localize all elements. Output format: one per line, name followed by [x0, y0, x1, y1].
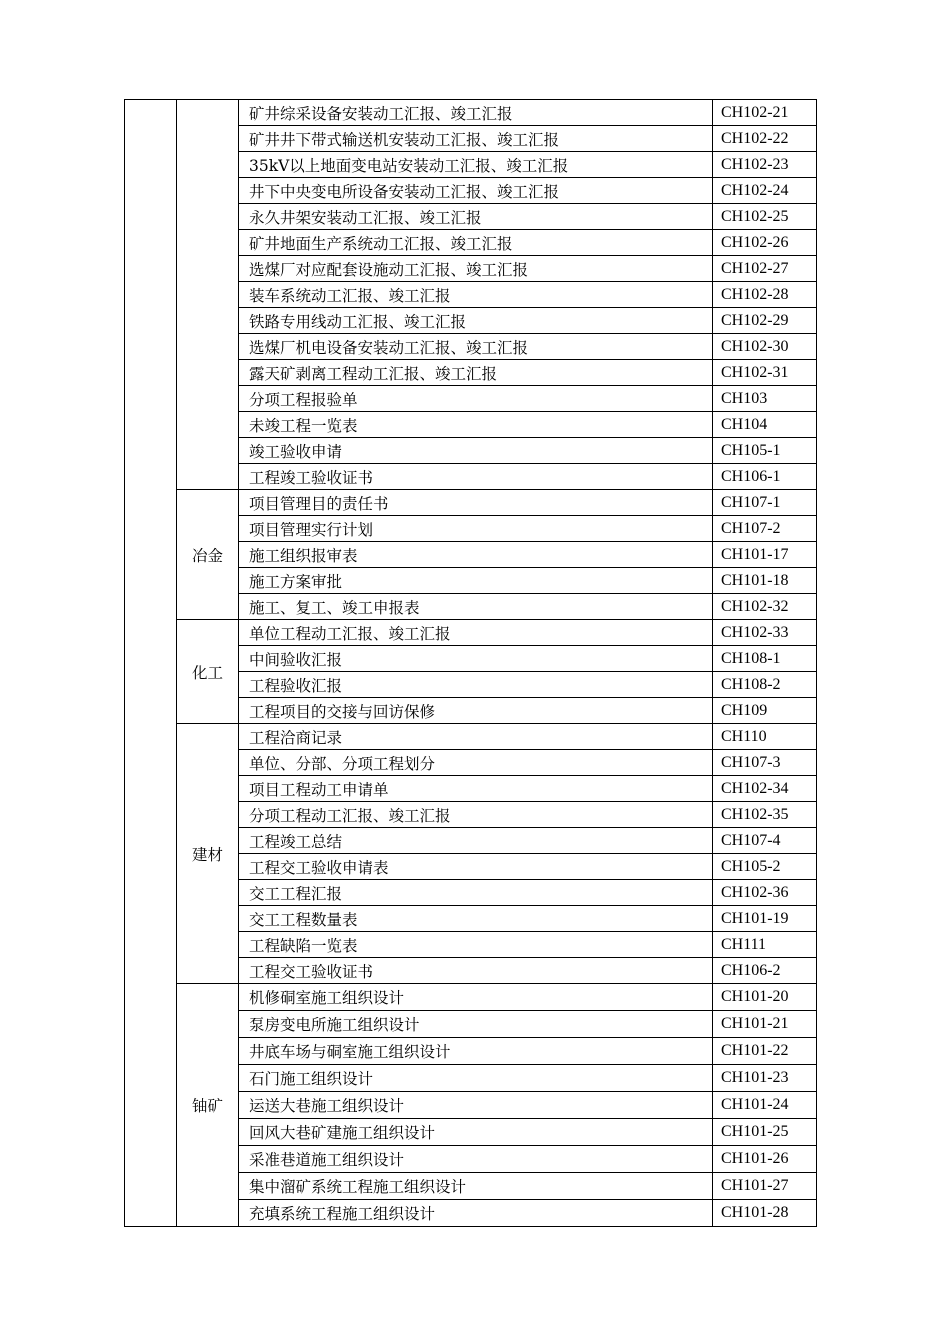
item-name-cell: 施工组织报审表 — [239, 542, 713, 568]
item-name-cell: 回风大巷矿建施工组织设计 — [239, 1119, 713, 1146]
item-name-cell: 运送大巷施工组织设计 — [239, 1092, 713, 1119]
item-name-cell: 工程验收汇报 — [239, 672, 713, 698]
item-code-cell: CH107-3 — [713, 750, 817, 776]
item-code-cell: CH108-2 — [713, 672, 817, 698]
item-code-cell: CH111 — [713, 932, 817, 958]
item-code-cell: CH104 — [713, 412, 817, 438]
item-code-cell: CH101-17 — [713, 542, 817, 568]
item-name-cell: 采准巷道施工组织设计 — [239, 1146, 713, 1173]
item-code-cell: CH102-33 — [713, 620, 817, 646]
category-cell: 冶金 — [177, 490, 239, 620]
item-name-cell: 工程竣工总结 — [239, 828, 713, 854]
item-code-cell: CH101-23 — [713, 1065, 817, 1092]
item-code-cell: CH102-28 — [713, 282, 817, 308]
item-name-cell: 矿井综采设备安装动工汇报、竣工汇报 — [239, 100, 713, 126]
item-name-cell: 工程项目的交接与回访保修 — [239, 698, 713, 724]
item-code-cell: CH101-21 — [713, 1011, 817, 1038]
item-code-cell: CH102-30 — [713, 334, 817, 360]
item-name-cell: 项目工程动工申请单 — [239, 776, 713, 802]
item-name-cell: 未竣工程一览表 — [239, 412, 713, 438]
item-code-cell: CH102-26 — [713, 230, 817, 256]
item-code-cell: CH109 — [713, 698, 817, 724]
table-row — [125, 100, 817, 126]
item-name-cell: 工程交工验收证书 — [239, 958, 713, 984]
document-table — [124, 99, 817, 1227]
item-name-cell: 项目管理目的责任书 — [239, 490, 713, 516]
table-row — [125, 984, 817, 1011]
item-code-cell: CH102-25 — [713, 204, 817, 230]
item-code-cell: CH102-22 — [713, 126, 817, 152]
item-code-cell: CH102-29 — [713, 308, 817, 334]
item-code-cell: CH102-32 — [713, 594, 817, 620]
item-name-cell: 铁路专用线动工汇报、竣工汇报 — [239, 308, 713, 334]
item-code-cell: CH110 — [713, 724, 817, 750]
item-name-cell: 竣工验收申请 — [239, 438, 713, 464]
item-name-cell: 井下中央变电所设备安装动工汇报、竣工汇报 — [239, 178, 713, 204]
item-name-cell: 永久井架安装动工汇报、竣工汇报 — [239, 204, 713, 230]
item-code-cell: CH105-2 — [713, 854, 817, 880]
item-code-cell: CH106-2 — [713, 958, 817, 984]
item-name-cell: 工程缺陷一览表 — [239, 932, 713, 958]
item-code-cell: CH101-18 — [713, 568, 817, 594]
item-code-cell: CH102-23 — [713, 152, 817, 178]
category-cell — [177, 100, 239, 490]
item-code-cell: CH106-1 — [713, 464, 817, 490]
item-name-cell: 机修硐室施工组织设计 — [239, 984, 713, 1011]
item-name-cell: 项目管理实行计划 — [239, 516, 713, 542]
item-code-cell: CH101-27 — [713, 1173, 817, 1200]
item-code-cell: CH101-28 — [713, 1200, 817, 1227]
item-name-cell: 泵房变电所施工组织设计 — [239, 1011, 713, 1038]
item-code-cell: CH102-36 — [713, 880, 817, 906]
item-name-cell: 矿井井下带式输送机安装动工汇报、竣工汇报 — [239, 126, 713, 152]
item-code-cell: CH101-22 — [713, 1038, 817, 1065]
table-body — [125, 100, 817, 1227]
item-name-cell: 单位工程动工汇报、竣工汇报 — [239, 620, 713, 646]
item-code-cell: CH101-25 — [713, 1119, 817, 1146]
item-name-cell: 交工工程汇报 — [239, 880, 713, 906]
item-code-cell: CH101-20 — [713, 984, 817, 1011]
item-code-cell: CH102-27 — [713, 256, 817, 282]
item-code-cell: CH102-24 — [713, 178, 817, 204]
item-name-cell: 单位、分部、分项工程划分 — [239, 750, 713, 776]
item-name-cell: 选煤厂对应配套设施动工汇报、竣工汇报 — [239, 256, 713, 282]
item-code-cell: CH107-2 — [713, 516, 817, 542]
item-name-cell: 35kV以上地面变电站安装动工汇报、竣工汇报 — [239, 152, 713, 178]
item-code-cell: CH101-19 — [713, 906, 817, 932]
category-cell: 建材 — [177, 724, 239, 984]
item-code-cell: CH101-24 — [713, 1092, 817, 1119]
item-code-cell: CH102-35 — [713, 802, 817, 828]
table-row — [125, 490, 817, 516]
item-code-cell: CH107-1 — [713, 490, 817, 516]
item-name-cell: 集中溜矿系统工程施工组织设计 — [239, 1173, 713, 1200]
item-name-cell: 施工、复工、竣工申报表 — [239, 594, 713, 620]
item-name-cell: 分项工程报验单 — [239, 386, 713, 412]
item-name-cell: 露天矿剥离工程动工汇报、竣工汇报 — [239, 360, 713, 386]
item-code-cell: CH102-31 — [713, 360, 817, 386]
item-name-cell: 工程竣工验收证书 — [239, 464, 713, 490]
item-name-cell: 施工方案审批 — [239, 568, 713, 594]
blank-first-column — [125, 100, 177, 1227]
item-name-cell: 分项工程动工汇报、竣工汇报 — [239, 802, 713, 828]
item-code-cell: CH107-4 — [713, 828, 817, 854]
item-name-cell: 装车系统动工汇报、竣工汇报 — [239, 282, 713, 308]
item-code-cell: CH101-26 — [713, 1146, 817, 1173]
item-name-cell: 工程交工验收申请表 — [239, 854, 713, 880]
item-name-cell: 矿井地面生产系统动工汇报、竣工汇报 — [239, 230, 713, 256]
category-cell: 化工 — [177, 620, 239, 724]
item-name-cell: 充填系统工程施工组织设计 — [239, 1200, 713, 1227]
item-name-cell: 石门施工组织设计 — [239, 1065, 713, 1092]
item-name-cell: 中间验收汇报 — [239, 646, 713, 672]
item-name-cell: 选煤厂机电设备安装动工汇报、竣工汇报 — [239, 334, 713, 360]
item-name-cell: 交工工程数量表 — [239, 906, 713, 932]
item-name-cell: 井底车场与硐室施工组织设计 — [239, 1038, 713, 1065]
item-code-cell: CH102-34 — [713, 776, 817, 802]
category-cell: 铀矿 — [177, 984, 239, 1227]
table-row — [125, 724, 817, 750]
item-code-cell: CH105-1 — [713, 438, 817, 464]
item-code-cell: CH103 — [713, 386, 817, 412]
item-code-cell: CH108-1 — [713, 646, 817, 672]
item-code-cell: CH102-21 — [713, 100, 817, 126]
table-row — [125, 620, 817, 646]
item-name-cell: 工程洽商记录 — [239, 724, 713, 750]
